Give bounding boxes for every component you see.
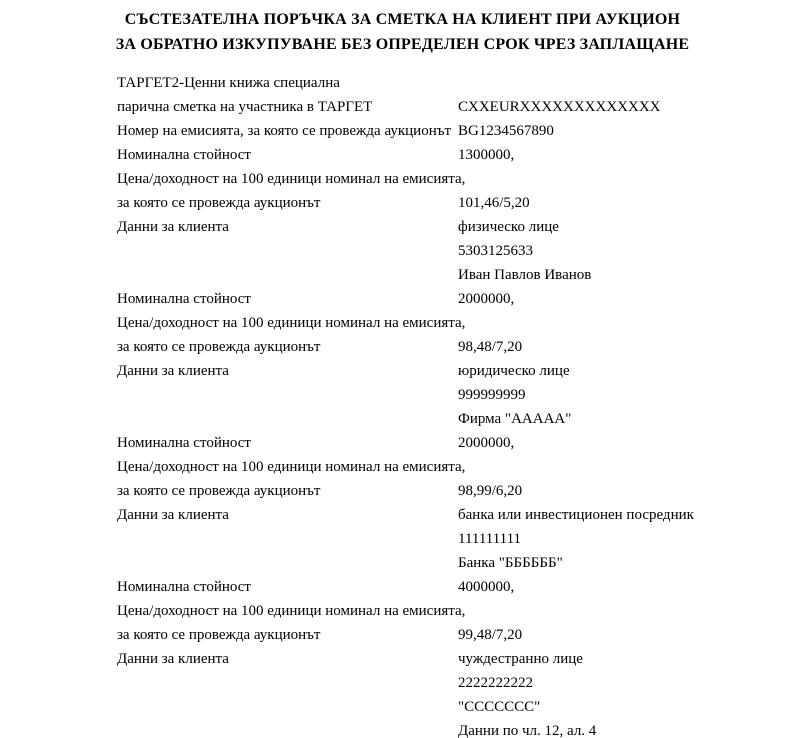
order3-client-name-label-empty [117, 551, 458, 575]
order1-client-name-label-empty [117, 263, 458, 287]
document-title-line2: ЗА ОБРАТНО ИЗКУПУВАНЕ БЕЗ ОПРЕДЕЛЕН СРОК ЧРЕЗ ЗАПЛАЩАНЕ [115, 36, 690, 53]
order2-nominal-row [117, 287, 785, 311]
account-label-line1: ТАРГЕТ2-Ценни книжа специална [117, 75, 340, 91]
order3-price-label-line2: за която се провежда аукционът [117, 483, 321, 499]
order4-price-header-row [117, 599, 785, 623]
order4-client-extra-row [117, 719, 785, 738]
order4-price-row [117, 623, 785, 647]
order1-price-row [117, 191, 785, 215]
order2-client-id-value: 999999999 [458, 387, 526, 403]
issue-number-row [117, 119, 785, 143]
order4-client-extra-value: Данни по чл. 12, ал. 4 [458, 723, 597, 738]
account-number-row [117, 95, 785, 119]
order3-price-header-row [117, 455, 785, 479]
order4-client-label: Данни за клиента [117, 651, 229, 667]
order3-client-type-value: банка или инвестиционен посредник [458, 507, 694, 523]
account-type-row [117, 71, 785, 95]
order4-client-id-row [117, 671, 785, 695]
order4-price-label-line1: Цена/доходност на 100 единици номинал на емисията, [117, 603, 466, 619]
order2-price-value: 98,48/7,20 [458, 339, 523, 355]
order4-client-id-value: 2222222222 [458, 675, 533, 691]
order4-client-type-row [117, 647, 785, 671]
order2-client-id-label-empty [117, 383, 458, 407]
account-label-line2: парична сметка на участника в ТАРГЕТ [117, 99, 373, 115]
issue-number-label: Номер на емисията, за която се провежда аукционът [117, 123, 452, 139]
order1-client-id-label-empty [117, 239, 458, 263]
order3-client-type-row [117, 503, 785, 527]
order2-client-id-row [117, 383, 785, 407]
order3-nominal-row [117, 431, 785, 455]
order4-client-name-value: "ССССССС" [458, 699, 541, 715]
order3-client-label: Данни за клиента [117, 507, 229, 523]
order2-price-row [117, 335, 785, 359]
document-body [117, 71, 785, 738]
order1-client-id-value: 5303125633 [458, 243, 533, 259]
order2-price-label-line2: за която се провежда аукционът [117, 339, 321, 355]
order4-client-extra-label-empty [117, 719, 458, 738]
order2-client-name-row [117, 407, 785, 431]
order1-client-type-row [117, 215, 785, 239]
order4-client-name-row [117, 695, 785, 719]
order4-client-id-label-empty [117, 671, 458, 695]
order1-client-name-row [117, 263, 785, 287]
order3-price-label-line1: Цена/доходност на 100 единици номинал на емисията, [117, 459, 466, 475]
order3-client-id-label-empty [117, 527, 458, 551]
order2-nominal-value: 2000000, [458, 291, 515, 307]
order3-client-name-value: Банка "ББББББ" [458, 555, 563, 571]
order2-price-header-row [117, 311, 785, 335]
issue-number-value: BG1234567890 [458, 123, 554, 139]
order2-client-name-value: Фирма "ААААА" [458, 411, 572, 427]
order3-nominal-value: 2000000, [458, 435, 515, 451]
order2-nominal-label: Номинална стойност [117, 291, 251, 307]
order4-price-value: 99,48/7,20 [458, 627, 523, 643]
order1-nominal-label: Номинална стойност [117, 147, 251, 163]
order3-price-value: 98,99/6,20 [458, 483, 523, 499]
order4-nominal-value: 4000000, [458, 579, 515, 595]
document-title-line1: СЪСТЕЗАТЕЛНА ПОРЪЧКА ЗА СМЕТКА НА КЛИЕНТ ПРИ АУКЦИОН [124, 11, 681, 28]
order3-client-id-row [117, 527, 785, 551]
order1-nominal-value: 1300000, [458, 147, 515, 163]
order4-nominal-row [117, 575, 785, 599]
order2-price-label-line1: Цена/доходност на 100 единици номинал на емисията, [117, 315, 466, 331]
order1-client-name-value: Иван Павлов Иванов [458, 267, 592, 283]
order1-price-header-row [117, 167, 785, 191]
order2-client-name-label-empty [117, 407, 458, 431]
order1-nominal-row [117, 143, 785, 167]
order3-nominal-label: Номинална стойност [117, 435, 251, 451]
order1-client-label: Данни за клиента [117, 219, 229, 235]
order4-nominal-label: Номинална стойност [117, 579, 251, 595]
order1-price-label-line1: Цена/доходност на 100 единици номинал на емисията, [117, 171, 466, 187]
document-title [0, 0, 805, 57]
order1-price-value: 101,46/5,20 [458, 195, 530, 211]
order3-price-row [117, 479, 785, 503]
order1-client-type-value: физическо лице [458, 219, 559, 235]
order4-price-label-line2: за която се провежда аукционът [117, 627, 321, 643]
order3-client-name-row [117, 551, 785, 575]
account-number-value: CXXEURXXXXXXXXXXXXX [458, 99, 661, 115]
order1-client-id-row [117, 239, 785, 263]
order2-client-type-value: юридическо лице [458, 363, 570, 379]
order1-price-label-line2: за която се провежда аукционът [117, 195, 321, 211]
order3-client-id-value: 111111111 [458, 531, 522, 547]
order4-client-type-value: чуждестранно лице [458, 651, 583, 667]
order4-client-name-label-empty [117, 695, 458, 719]
order2-client-type-row [117, 359, 785, 383]
order2-client-label: Данни за клиента [117, 363, 229, 379]
